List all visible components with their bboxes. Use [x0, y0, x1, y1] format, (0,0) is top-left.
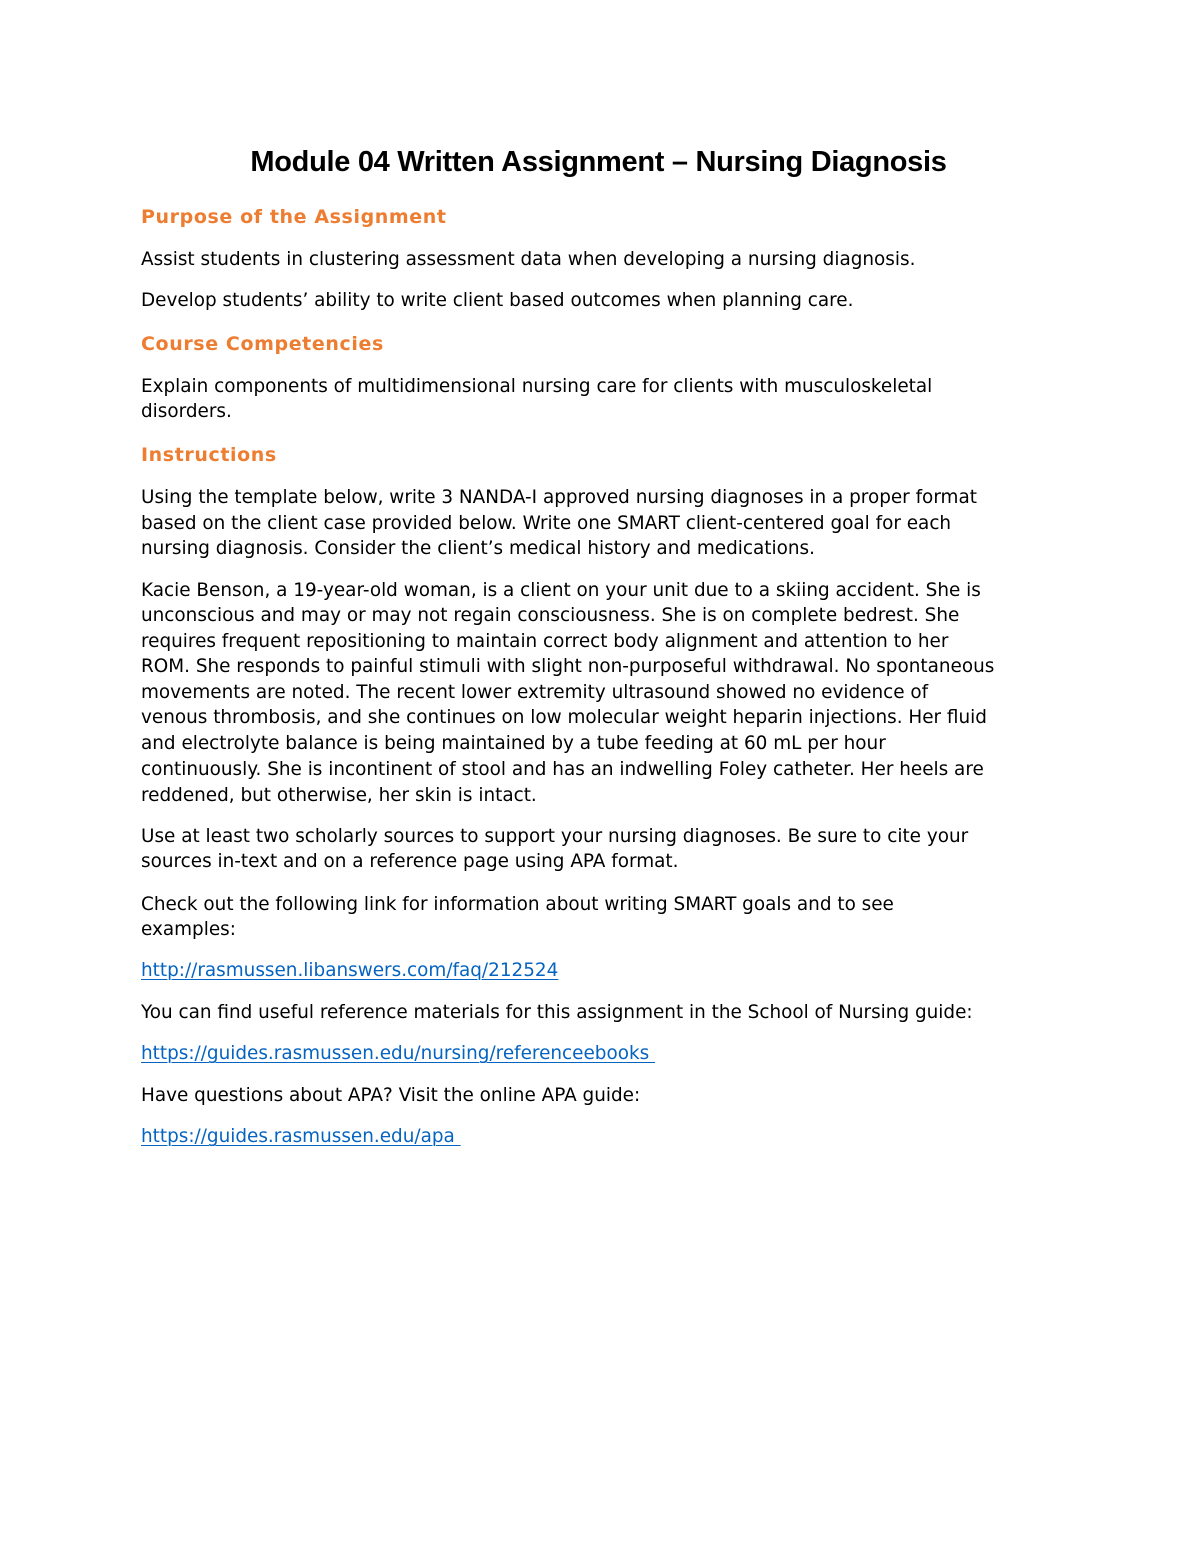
sources-line: Use at least two scholarly sources to support your nursing diagnoses. Be sure to cite your	[141, 826, 969, 847]
instructions-heading: Instructions	[141, 444, 277, 466]
client-case-line: ROM. She responds to painful stimuli with slight non-purposeful withdrawal. No spontaneous	[141, 656, 995, 677]
smart-goals-link-paragraph	[141, 958, 1066, 984]
instructions-line: based on the client case provided below. Write one SMART client-centered goal for each	[141, 513, 952, 534]
smart-goals-line: examples:	[141, 919, 236, 940]
reference-link-paragraph	[141, 1041, 1066, 1067]
purpose-paragraph-2: Develop students’ ability to write client based outcomes when planning care.	[141, 290, 854, 311]
apa-guide-link[interactable]: https://guides.rasmussen.edu/apa	[141, 1126, 461, 1147]
instructions-line: Using the template below, write 3 NANDA-I approved nursing diagnoses in a proper format	[141, 487, 977, 508]
client-case-line: continuously. She is incontinent of stool and has an indwelling Foley catheter. Her heels are	[141, 759, 984, 780]
client-case-line: reddened, but otherwise, her skin is intact.	[141, 785, 537, 806]
apa-link-paragraph	[141, 1124, 1066, 1150]
smart-goals-line: Check out the following link for information about writing SMART goals and to see	[141, 894, 894, 915]
client-case-line: unconscious and may or may not regain consciousness. She is on complete bedrest. She	[141, 605, 960, 626]
client-case-line: movements are noted. The recent lower extremity ultrasound showed no evidence of	[141, 682, 929, 703]
competencies-heading: Course Competencies	[141, 333, 384, 355]
page-title: Module 04 Written Assignment – Nursing Diagnosis	[250, 146, 947, 178]
competencies-line-2: disorders.	[141, 401, 232, 422]
smart-goals-link[interactable]: http://rasmussen.libanswers.com/faq/212524	[141, 960, 559, 981]
purpose-paragraph-1: Assist students in clustering assessment data when developing a nursing diagnosis.	[141, 249, 916, 270]
instructions-line: nursing diagnosis. Consider the client’s medical history and medications.	[141, 538, 815, 559]
client-case-line: venous thrombosis, and she continues on low molecular weight heparin injections. Her fluid	[141, 707, 987, 728]
client-case-line: and electrolyte balance is being maintained by a tube feeding at 60 mL per hour	[141, 733, 886, 754]
reference-ebooks-link[interactable]: https://guides.rasmussen.edu/nursing/referenceebooks	[141, 1043, 656, 1064]
reference-materials-text: You can find useful reference materials for this assignment in the School of Nursing guide:	[141, 1002, 973, 1023]
client-case-line: Kacie Benson, a 19-year-old woman, is a client on your unit due to a skiing accident. She is	[141, 580, 981, 601]
purpose-heading: Purpose of the Assignment	[141, 206, 447, 228]
competencies-line-1: Explain components of multidimensional nursing care for clients with musculoskeletal	[141, 376, 933, 397]
client-case-line: requires frequent repositioning to maintain correct body alignment and attention to her	[141, 631, 949, 652]
apa-question-text: Have questions about APA? Visit the online APA guide:	[141, 1085, 641, 1106]
sources-line: sources in-text and on a reference page using APA format.	[141, 851, 679, 872]
